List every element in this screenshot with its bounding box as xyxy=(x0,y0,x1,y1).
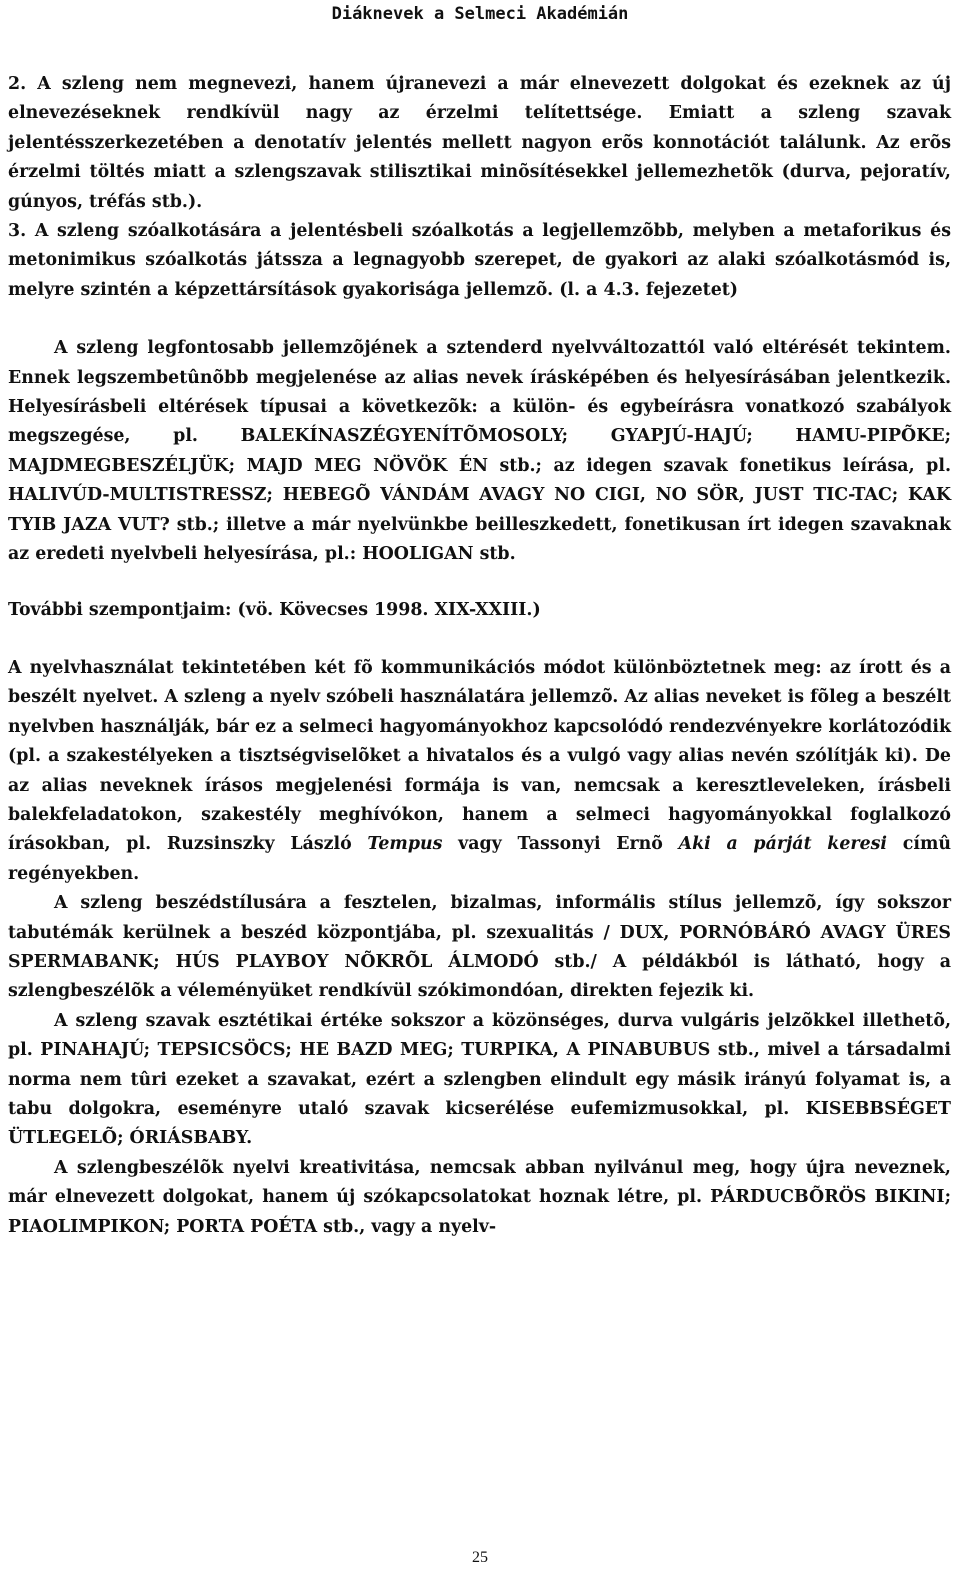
paragraph-text: címû regényekben. xyxy=(8,834,951,884)
paragraph-gap xyxy=(8,625,951,654)
paragraph-text: A nyelvhasználat tekintetében két fõ kommunikációs módot különböztetnek meg: az írott és a beszélt nyelvet. A szleng a nyelv szóbeli használatára jellemzõ. Az alias neveket is fõleg a beszélt nyelvben használják, bár ez a selmeci hagyományokhoz kapcsolódó rendezvényekre korlátozódik (pl. a szakestélyeken a tisztségviselõket a hivatalos és a vulgó vagy alias nevén szólítják ki). De az alias neveknek írásos megjelenési formája is van, nemcsak a keresztleveleken, írásbeli balekfeladatokon, szakestély meghívókon, hanem a selmeci hagyományokkal foglalkozó írásokban, pl. Ruzsinszky László xyxy=(8,657,951,855)
paragraph-creativity: A szlengbeszélõk nyelvi kreativitása, nemcsak abban nyilvánul meg, hogy újra neveznek, már elnevezett dolgokat, hanem új szókapcsolatokat hoznak létre, pl. PÁRDUCBÕRÖS BIKINI; PIAOLIMPIKON; PORTA POÉTA stb., vagy a nyelv- xyxy=(8,1157,951,1237)
paragraph-further-aspects: További szempontjaim: (vö. Kövecses 1998. XIX-XXIII.) xyxy=(8,599,541,620)
paragraph-point-2: 2. A szleng nem megnevezi, hanem újranevezi a már elnevezett dolgokat és ezeknek az új elnevezéseknek rendkívül nagy az érzelmi telítettsége. Emiatt a szleng szavak jelentésszerkezetében a denotatív jelentés mellett nagyon erõs konnotációt találunk. Az erõs érzelmi töltés miatt a szlengszavak stilisztikai minõsítésekkel jellemezhetõk (durva, pejoratív, gúnyos, tréfás stb.). xyxy=(8,74,951,212)
paragraph-deviation: A szleng legfontosabb jellemzõjének a sztenderd nyelvváltozattól való eltérését tekintem. Ennek legszembetûnõbb megjelenése az alias nevek írásképében és helyesírásában jelentkezik. Helyesírásbeli eltérések típusai a következõk: a külön- és egybeírásra vonatkozó szabályok megszegése, pl. BALEKÍNASZÉGYENÍTÕMOSOLY; GYAPJÚ-HAJÚ; HAMU-PIPÕKE; MAJDMEGBESZÉLJÜK; MAJD MEG NÖVÖK ÉN stb.; az idegen szavak fonetikus leírása, pl. HALIVÚD-MULTISTRESSZ; HEBEGÕ VÁNDÁM AVAGY NO CIGI, NO SÖR, JUST TIC-TAC; KAK TYIB JAZA VUT? stb.; illetve a már nyelvünkbe beilleszkedett, fonetikusan írt idegen szavaknak az eredeti nyelvbeli helyesírása, pl.: HOOLIGAN stb. xyxy=(8,338,951,565)
body-text xyxy=(8,70,951,1242)
book-title-tempus: Tempus xyxy=(367,834,443,855)
paragraph-speech-style: A szleng beszédstílusára a fesztelen, bizalmas, informális stílus jellemzõ, így sokszor tabutémák kerülnek a beszéd központjába, pl. szexualitás / DUX, PORNÓBÁRÓ AVAGY ÜRES SPERMABANK; HÚS PLAYBOY NÕKRÕL ÁLMODÓ stb./ A példákból is látható, hogy a szlengbeszélõk a véleményüket rendkívül szókimondóan, direkten fejezik ki. xyxy=(8,893,951,1002)
paragraph-language-use xyxy=(8,654,951,889)
paragraph-aesthetic-value: A szleng szavak esztétikai értéke sokszor a közönséges, durva vulgáris jelzõkkel illethetõ, pl. PINAHAJÚ; TEPSICSÖCS; HE BAZD MEG; TURPIKA, A PINABUBUS stb., mivel a társadalmi norma nem tûri ezeket a szavakat, ezért a szlengben elindult egy másik irányú folyamat is, a tabu dolgokra, eseményre utaló szavak kicserélése eufemizmusokkal, pl. KISEBBSÉGET ÜTLEGELÕ; ÓRIÁSBABY. xyxy=(8,1010,951,1149)
paragraph-gap xyxy=(8,570,951,596)
book-title-aki-a-parjat-keresi: Aki a párját keresi xyxy=(678,834,888,855)
paragraph-gap xyxy=(8,305,951,334)
running-header: Diáknevek a Selmeci Akadémián xyxy=(331,4,629,24)
page-number: 25 xyxy=(472,1549,488,1566)
paragraph-text: vagy Tassonyi Ernõ xyxy=(442,834,679,855)
paragraph-point-3: 3. A szleng szóalkotására a jelentésbeli szóalkotás a legjellemzõbb, melyben a metaforikus és metonimikus szóalkotás játssza a legnagyobb szerepet, de gyakori az alaki szóalkotásmód is, melyre szintén a képzettársítások gyakorisága jellemzõ. (l. a 4.3. fejezetet) xyxy=(8,221,951,300)
